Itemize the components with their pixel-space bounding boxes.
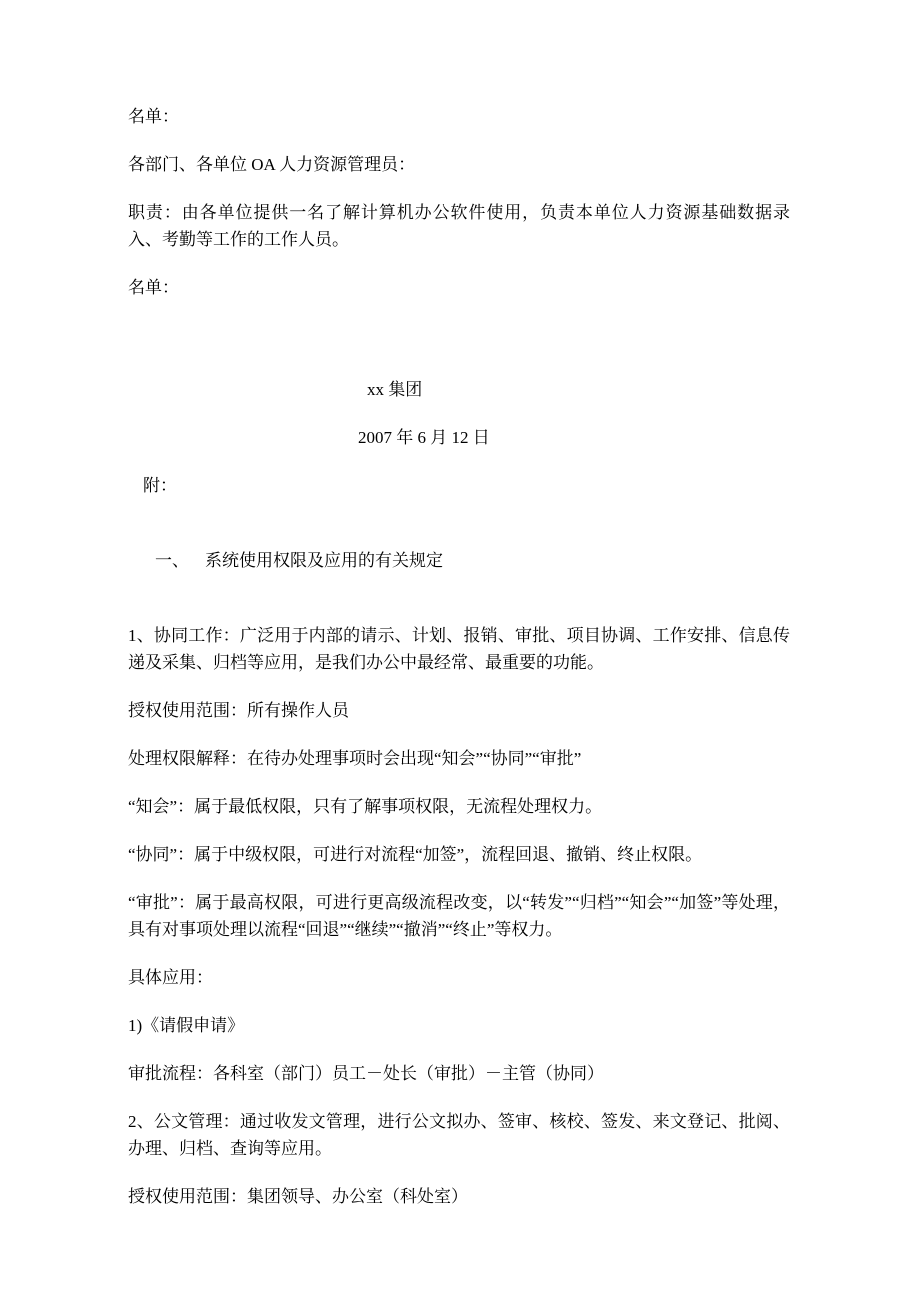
body-paragraph: 授权使用范围：所有操作人员 — [128, 701, 349, 720]
section-number: 一、 — [155, 551, 189, 570]
body-paragraph: 处理权限解释：在待办处理事项时会出现“知会”“协同”“审批” — [128, 749, 582, 768]
body-paragraph: 具体应用： — [128, 968, 213, 987]
section-title: 系统使用权限及应用的有关规定 — [205, 551, 443, 570]
body-paragraph: “知会”：属于最低权限，只有了解事项权限，无流程处理权力。 — [128, 797, 603, 816]
body-paragraph: 1)《请假申请》 — [128, 1016, 245, 1035]
body-paragraph: “审批”：属于最高权限，可进行更高级流程改变，以“转发”“归档”“知会”“加签”等处理，具有对事项处理以流程“回退”“继续”“撤消”“终止”等权力。 — [128, 893, 790, 939]
addressee-line: 各部门、各单位 OA 人力资源管理员： — [128, 155, 416, 174]
body-paragraph: 2、公文管理：通过收发文管理，进行公文拟办、签审、核校、签发、来文登记、批阅、办理、归档、查询等应用。 — [128, 1112, 790, 1158]
roster-label: 名单： — [128, 107, 179, 126]
body-paragraph: “协同”：属于中级权限，可进行对流程“加签”，流程回退、撤销、终止权限。 — [128, 845, 703, 864]
duty-paragraph: 职责：由各单位提供一名了解计算机办公软件使用，负责本单位人力资源基础数据录入、考勤等工作的工作人员。 — [128, 203, 790, 249]
body-paragraph: 授权使用范围：集团领导、办公室（科处室） — [128, 1187, 468, 1206]
body-paragraph: 审批流程：各科室（部门）员工－处长（审批）－主管（协同） — [128, 1064, 604, 1083]
section-heading — [128, 520, 790, 601]
roster-label: 名单： — [128, 278, 179, 297]
company-name: xx 集团 — [367, 380, 423, 399]
body-paragraph: 1、协同工作：广泛用于内部的请示、计划、报销、审批、项目协调、工作安排、信息传递及采集、归档等应用，是我们办公中最经常、最重要的功能。 — [128, 626, 790, 672]
document-date: 2007 年 6 月 12 日 — [358, 428, 490, 447]
attachment-label: 附： — [143, 476, 177, 495]
